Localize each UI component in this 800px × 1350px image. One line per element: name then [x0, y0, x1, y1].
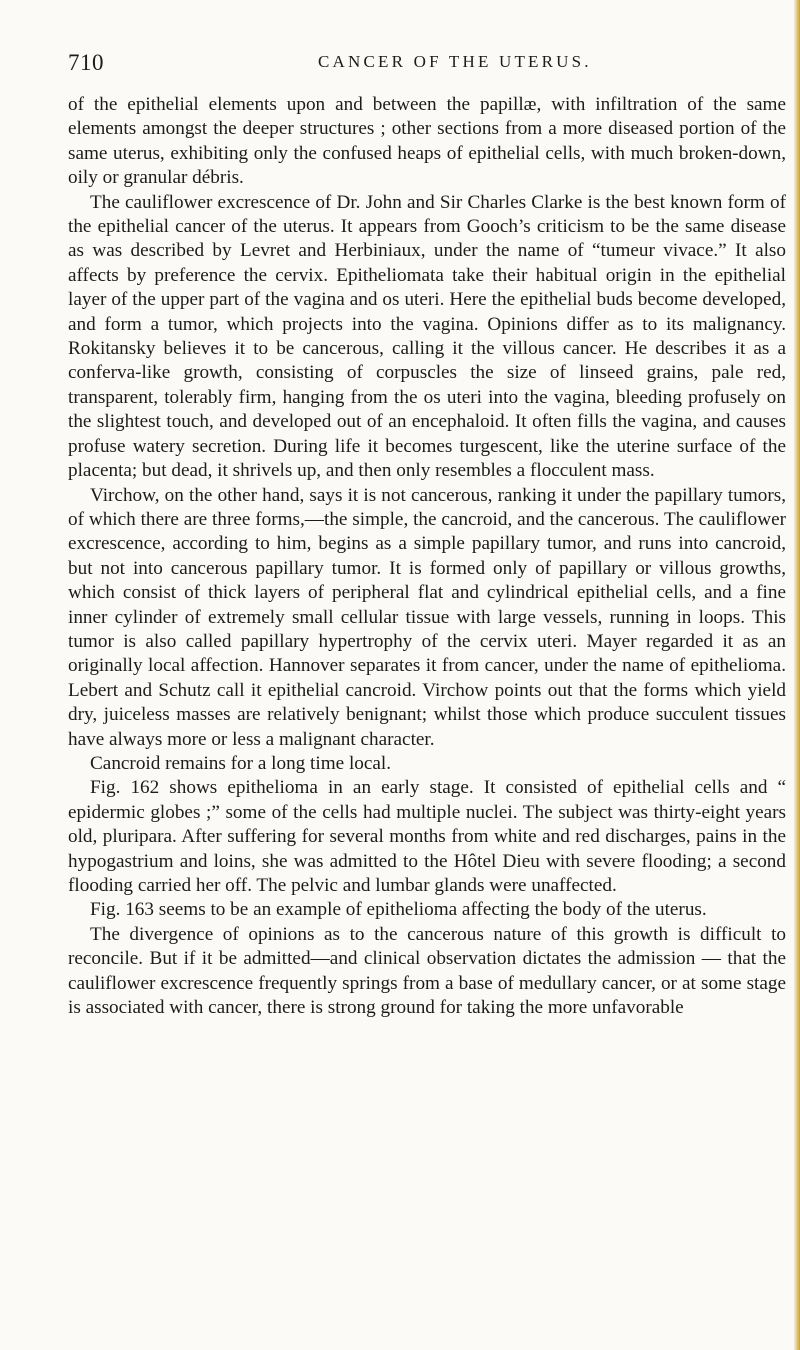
paragraph: Fig. 162 shows epithelioma in an early stage. It consisted of epithelial cells and “ epidermic globes ;” some of the cells had multiple nuclei. The subject was thirty-eight years old, pluripara. After suffering for several months from white and red discharges, pains in the hypogastrium and loins, she was admitted to the Hôtel Dieu with severe flooding; a second flooding carried her off. The pelvic and lumbar glands were unaffected.: [68, 777, 786, 896]
page-header: [68, 50, 788, 80]
paragraph: The cauliflower excrescence of Dr. John and Sir Charles Clarke is the best known form of the epithelial cancer of the uterus. It appears from Gooch’s criticism to be the same disease as was described by Levret and Herbiniaux, under the name of “tumeur vivace.” It also affects by preference the cervix. Epitheliomata take their habitual origin in the epithelial layer of the upper part of the vagina and os uteri. Here the epithelial buds become developed, and form a tumor, which projects into the vagina. Opinions differ as to its malignancy. Rokitansky believes it to be cancerous, calling it the villous cancer. He describes it as a conferva-like growth, consisting of corpuscles the size of linseed grains, pale red, transparent, tolerably firm, hanging from the os uteri into the vagina, bleeding profusely on the slightest touch, and developed out of an encephaloid. It often fills the vagina, and causes profuse watery secretion. During life it becomes turgescent, like the uterine surface of the placenta; but dead, it shrivels up, and then only resembles a flocculent mass.: [68, 191, 786, 482]
paragraph: Cancroid remains for a long time local.: [90, 752, 392, 774]
paragraph: of the epithelial elements upon and between the papillæ, with infiltration of the same elements amongst the deeper structures ; other sections from a more diseased portion of the same uterus, exhibiting only the confused heaps of epithelial cells, with much broken-down, oily or granular débris.: [68, 94, 786, 189]
running-head: CANCER OF THE UTERUS.: [318, 52, 592, 71]
paragraph: Fig. 163 seems to be an example of epithelioma affecting the body of the uterus.: [90, 899, 707, 921]
page-edge: [794, 0, 800, 1350]
paragraph: The divergence of opinions as to the cancerous nature of this growth is difficult to reconcile. But if it be admitted—and clinical observation dictates the admission — that the cauliflower excrescence frequently springs from a base of medullary cancer, or at some stage is associated with cancer, there is strong ground for taking the more unfavorable: [68, 923, 786, 1019]
page-number: 710: [68, 50, 104, 75]
body-text: [68, 93, 786, 1020]
paragraph: Virchow, on the other hand, says it is not cancerous, ranking it under the papillary tumors, of which there are three forms,—the simple, the cancroid, and the cancerous. The cauliflower excrescence, according to him, begins as a simple papillary tumor, and runs into cancroid, but not into cancerous papillary tumor. It is formed only of papillary or villous growths, which consist of thick layers of peripheral flat and cylindrical epithelial cells, and a fine inner cylinder of extremely small cellular tissue with large vessels, running in loops. This tumor is also called papillary hypertrophy of the cervix uteri. Mayer regarded it as an originally local affection. Hannover separates it from cancer, under the name of epithelioma. Lebert and Schutz call it epithelial cancroid. Virchow points out that the forms which yield dry, juiceless masses are relatively benignant; whilst those which produce succulent tissues have always more or less a malignant character.: [68, 484, 786, 750]
